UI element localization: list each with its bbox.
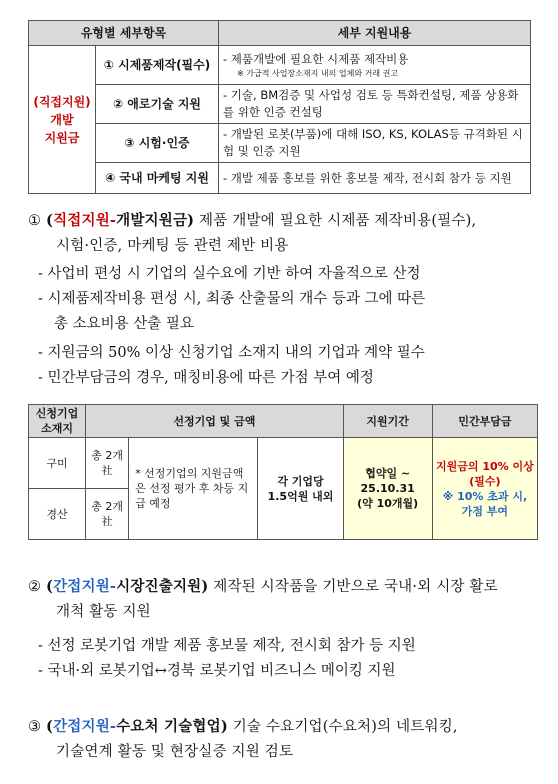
header-selection: 선정기업 및 금액 (86, 405, 343, 438)
item-tech-support: ② 애로기술 지원 (96, 85, 219, 124)
section-tech-collab (28, 714, 540, 765)
section2-label-blue: 간접지원- (53, 578, 117, 595)
category-direct-support (29, 46, 96, 194)
amount-line2: 1.5억원 내외 (267, 489, 334, 503)
desc-test-cert: - 개발된 로봇(부품)에 대해 ISO, KS, KOLAS등 규격화된 시험 및 인증 지원 (219, 124, 531, 163)
desc-prototype-text: - 제품개발에 필요한 시제품 제작비용 (223, 51, 409, 66)
category-line2: 개발 (50, 112, 74, 127)
bullet2-1: - 국내·외 로봇기업↔경북 로봇기업 비즈니스 메이킹 지원 (38, 663, 396, 679)
section2-text2: 개척 활동 지원 (56, 604, 151, 620)
period-line2: 25.10.31 (360, 482, 415, 495)
period-cell (343, 438, 432, 540)
section3-line1 (28, 714, 540, 740)
section2-text1: 제작된 시작품을 기반으로 국내·외 시장 활로 (208, 579, 498, 595)
bullet1-2: - 지원금의 50% 이상 신청기업 소재지 내의 기업과 계약 필수 (38, 345, 425, 361)
count-gyeongsan: 총 2개社 (86, 489, 129, 540)
section2-open: ( (46, 578, 54, 595)
section-direct-support (28, 208, 540, 259)
bullet-list-2 (38, 634, 543, 684)
item-marketing: ④ 국내 마케팅 지원 (96, 163, 219, 194)
bullet1-1: - 시제품제작비용 편성 시, 최종 산출물의 개수 등과 그에 따른 (38, 291, 426, 307)
item-test-cert: ③ 시험·인증 (96, 124, 219, 163)
region-gumi: 구미 (29, 438, 86, 489)
desc-tech-support: - 기술, BM검증 및 사업성 검토 등 특화컨설팅, 제품 상용화를 위한 인증 컨설팅 (219, 85, 531, 124)
bullet1-0: - 사업비 편성 시 기업의 실수요에 기반 하여 자율적으로 산정 (38, 266, 421, 282)
item-prototype: ① 시제품제작(필수) (96, 46, 219, 85)
desc-prototype-note: ※ 가급적 사업장소재지 내의 업체와 거래 권고 (237, 68, 399, 78)
count-gumi: 총 2개社 (86, 438, 129, 489)
header-support-details: 세부 지원내용 (219, 21, 531, 46)
private-red-line1: 지원금의 10% 이상 (436, 459, 534, 473)
category-line3: 지원금 (44, 130, 80, 145)
header-period: 지원기간 (343, 405, 432, 438)
desc-marketing: - 개발 제품 홍보를 위한 홍보물 제작, 전시회 참가 등 지원 (219, 163, 531, 194)
bullet-list-1 (38, 262, 543, 391)
private-blue-line2: 가점 부여 (461, 504, 509, 518)
section-market-support (28, 574, 540, 625)
section2-label-bold: 시장진출지원) (116, 578, 209, 595)
section1-open: ( (46, 212, 54, 229)
header-region: 신청기업 소재지 (29, 405, 86, 438)
section3-label-bold: 수요처 기술협업) (116, 718, 228, 735)
section1-label-red: 직접지원- (53, 212, 117, 229)
private-blue-line1: ※ 10% 초과 시, (442, 489, 528, 503)
section1-label-bold: 개발지원금) (116, 212, 195, 229)
header-type-items: 유형별 세부항목 (29, 21, 219, 46)
bullet1-3: - 민간부담금의 경우, 매칭비용에 따른 가점 부여 예정 (38, 370, 374, 386)
bullet1-1-cont: 총 소요비용 산출 필요 (54, 316, 194, 332)
section3-text1: 기술 수요기업(수요처)의 네트워킹, (227, 719, 458, 735)
region-gyeongsan: 경산 (29, 489, 86, 540)
section1-text2: 시험·인증, 마케팅 등 관련 제반 비용 (56, 238, 289, 254)
selection-table (28, 404, 538, 540)
support-detail-table (28, 20, 531, 194)
private-red-line2: (필수) (469, 474, 501, 488)
amount-line1: 각 기업당 (277, 474, 324, 488)
section1-num: ① (28, 213, 42, 229)
section3-text2: 기술연계 활동 및 현장실증 지원 검토 (56, 744, 294, 760)
section1-text1: 제품 개발에 필요한 시제품 제작비용(필수), (194, 213, 477, 229)
desc-prototype (219, 46, 531, 85)
section3-open: ( (46, 718, 54, 735)
section3-label-blue: 간접지원- (53, 718, 117, 735)
bullet2-0: - 선정 로봇기업 개발 제품 홍보물 제작, 전시회 참가 등 지원 (38, 638, 416, 654)
section3-num: ③ (28, 719, 42, 735)
amount-cell (258, 438, 343, 540)
period-line3: (약 10개월) (357, 497, 419, 510)
header-private: 민간부담금 (432, 405, 537, 438)
category-line1: (직접지원) (33, 94, 91, 109)
section2-line1 (28, 574, 540, 600)
period-line1: 협약일 ~ (365, 467, 411, 480)
section1-line1 (28, 208, 540, 234)
private-cell (432, 438, 537, 540)
selection-note: * 선정기업의 지원금액은 선정 평가 후 차등 지급 예정 (129, 438, 258, 540)
section2-num: ② (28, 579, 42, 595)
